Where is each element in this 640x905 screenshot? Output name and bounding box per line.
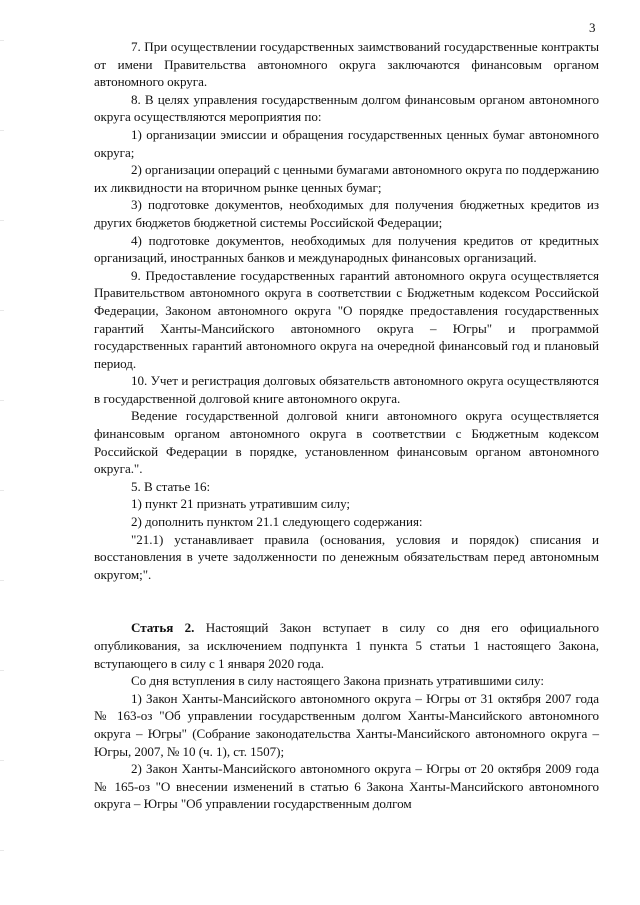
scan-edge	[0, 0, 4, 905]
paragraph-10: 10. Учет и регистрация долговых обязательств автономного округа осуществляются в государственной долговой книге автономного округа.	[94, 373, 599, 406]
list-item-5-2: 2) дополнить пунктом 21.1 следующего содержания:	[131, 514, 423, 530]
repeal-item-2: 2) Закон Ханты-Мансийского автономного округа – Югры от 20 октября 2009 года № 165-оз "О внесении изменений в статью 6 Закона Ханты-Мансийского автономного округа – Югры "Об управлении государственным долгом	[94, 761, 599, 812]
list-item-5-1: 1) пункт 21 признать утратившим силу;	[131, 496, 350, 512]
repeal-intro: Со дня вступления в силу настоящего Закона признать утратившими силу:	[131, 673, 544, 689]
list-item-8-2: 2) организации операций с ценными бумагами автономного округа по поддержанию их ликвидности на вторичном рынке ценных бумаг;	[94, 162, 599, 195]
section-5-heading: 5. В статье 16:	[131, 478, 211, 494]
list-item-8-4: 4) подготовке документов, необходимых для получения кредитов от кредитных организаций, иностранных банков и международных финансовых организаций.	[94, 232, 599, 266]
page-number: 3	[589, 20, 596, 35]
paragraph-9: 9. Предоставление государственных гарантий автономного округа осуществляется Правительством автономного округа в соответствии с Бюджетным кодексом Российской Федерации, Законом автономного округа "О порядке предоставления государственных гарантий Ханты-Мансийского автономного округа – Югры" и программой государственных гарантий автономного округа на очередной финансовый год и плановый период.	[94, 267, 599, 371]
list-item-8-3: 3) подготовке документов, необходимых для получения бюджетных кредитов из других бюджетов бюджетной системы Российской Федерации;	[94, 197, 599, 230]
paragraph-7: 7. При осуществлении государственных заимствований государственные контракты от имени Правительства автономного округа заключаются финансовым органом автономного округа.	[94, 39, 599, 90]
paragraph-8: 8. В целях управления государственным долгом финансовым органом автономного округа осуществляются мероприятия по:	[94, 91, 599, 125]
quoted-amendment: "21.1) устанавливает правила (основания, условия и порядок) списания и восстановления в учете задолженности по денежным обязательствам перед автономным округом;".	[94, 531, 599, 582]
paragraph-10-continued: Ведение государственной долговой книги автономного округа осуществляется финансовым органом автономного округа в соответствии с Бюджетным кодексом Российской Федерации в порядке, установленном финансовым органом автономного округа.".	[94, 408, 599, 477]
repeal-item-1: 1) Закон Ханты-Мансийского автономного округа – Югры от 31 октября 2007 года № 163-оз "Об управлении государственным долгом Ханты-Мансийского автономного округа – Югры" (Собрание законодательства Ханты-Мансийского автономного округа – Югры, 2007, № 10 (ч. 1), ст. 1507);	[94, 690, 599, 759]
document-body	[94, 38, 599, 813]
list-item-8-1: 1) организации эмиссии и обращения государственных ценных бумаг автономного округа;	[94, 126, 599, 160]
article-2-paragraph	[94, 619, 599, 672]
article-2-text: Настоящий Закон вступает в силу со дня его официального опубликования, за исключением подпункта 1 пункта 5 статьи 1 настоящего Закона, вступающего в силу с 1 января 2020 года.	[94, 620, 599, 671]
article-2-label: Статья 2.	[131, 620, 195, 636]
